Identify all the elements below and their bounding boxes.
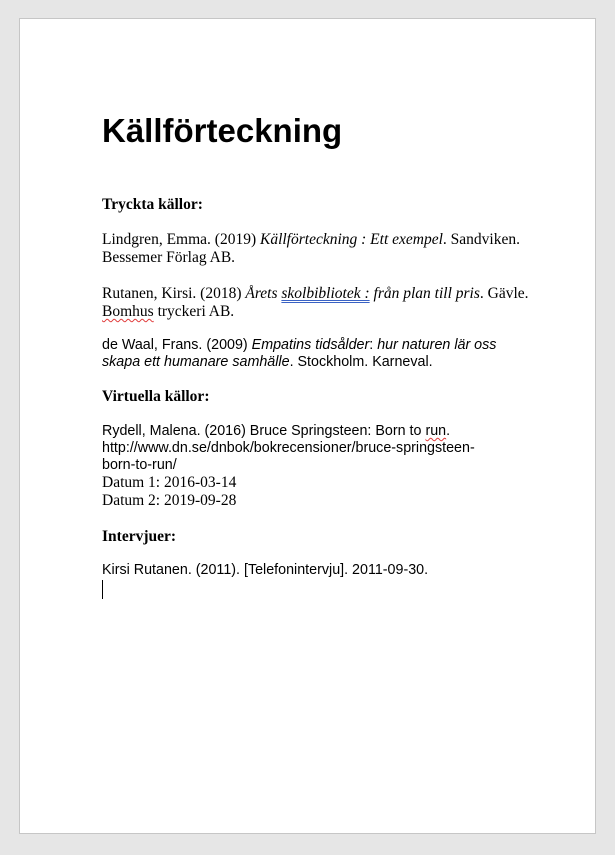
document-page[interactable] [19, 18, 596, 834]
interview-entry: Kirsi Rutanen. (2011). [Telefonintervju]. 2011-09-30. [102, 562, 429, 578]
punctuation: . [446, 423, 451, 439]
publisher-place: . Sandviken. [442, 231, 520, 248]
reference-entry-lindgren [102, 231, 552, 267]
work-subtitle: skapa ett humanare samhälle [102, 354, 290, 370]
author-year: Rutanen, Kirsi. (2018) [102, 285, 246, 302]
author-year-title: Rydell, Malena. (2016) Bruce Springsteen: Born to [102, 423, 426, 439]
author-year: Lindgren, Emma. (2019) [102, 231, 260, 248]
virtual-sources-heading: Virtuella källor: [102, 388, 210, 405]
date-line: Datum 1: 2016-03-14 [102, 474, 237, 491]
publisher-line [102, 303, 552, 321]
reference-line [102, 285, 552, 303]
work-title: Empatins tidsålder [251, 337, 370, 353]
spelling-flagged-word[interactable]: Bomhus [102, 303, 154, 320]
reference-dates [102, 474, 552, 510]
spelling-flagged-word[interactable]: run [425, 423, 447, 439]
publisher-place: . Stockholm. Karneval. [289, 354, 433, 370]
interviews-heading: Intervjuer: [102, 528, 177, 545]
url-line: http://www.dn.se/dnbok/bokrecensioner/bruce-springsteen- [102, 440, 475, 456]
work-subtitle: hur naturen lär oss [377, 337, 497, 353]
printed-sources-heading: Tryckta källor: [102, 196, 203, 213]
reference-line [102, 423, 552, 440]
reference-line [102, 354, 552, 371]
reference-entry-rydell [102, 423, 552, 474]
reference-line [102, 337, 552, 354]
document-title: Källförteckning [102, 112, 343, 149]
text-cursor [102, 580, 103, 599]
work-title: Källförteckning : Ett exempel [259, 231, 443, 248]
publisher-place: . Gävle. [479, 285, 529, 302]
url-line: born-to-run/ [102, 457, 177, 473]
work-title: från plan till pris [369, 285, 480, 302]
work-title: Årets [245, 285, 282, 302]
reference-line [102, 231, 552, 249]
author-year: de Waal, Frans. (2009) [102, 337, 252, 353]
reference-entry-rutanen [102, 285, 552, 321]
grammar-flagged-text[interactable]: skolbibliotek : [281, 285, 370, 302]
date-line: Datum 2: 2019-09-28 [102, 492, 237, 509]
publisher-line: Bessemer Förlag AB. [102, 249, 236, 266]
reference-entry-de-waal [102, 337, 552, 371]
title-separator: : [369, 337, 378, 353]
publisher-name: tryckeri AB. [153, 303, 235, 320]
